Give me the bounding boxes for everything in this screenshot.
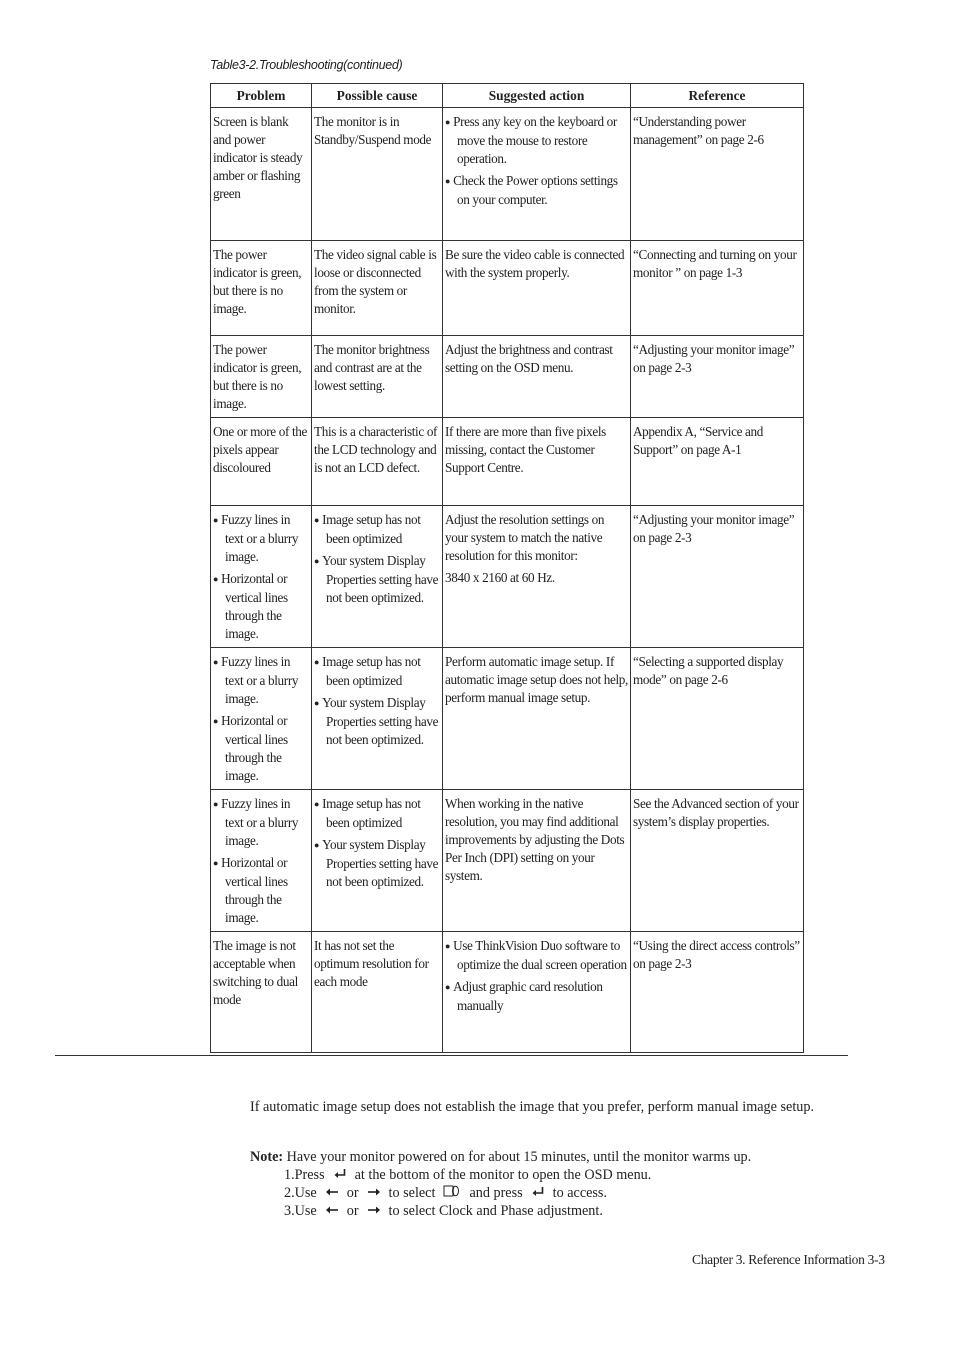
problem-bullet: ● Fuzzy lines in text or a blurry image. — [213, 511, 309, 566]
step-1 — [284, 1166, 651, 1184]
reference-cell — [631, 932, 804, 1053]
reference-cell — [631, 506, 804, 648]
table-row — [211, 418, 804, 506]
reference-cell — [631, 241, 804, 336]
suggested-action-cell — [443, 506, 631, 648]
right-arrow-icon — [367, 1203, 381, 1217]
suggested-action-text: Perform automatic image setup. If automatic image setup does not help, perform manual image setup. — [445, 654, 628, 705]
reference-text: “Adjusting your monitor image” on page 2-3 — [633, 342, 795, 375]
problem-text: One or more of the pixels appear discoloured — [213, 424, 308, 475]
suggested-action-text: If there are more than five pixels missing, contact the Customer Support Centre. — [445, 424, 606, 475]
possible-cause-cell — [312, 790, 443, 932]
step-3-suffix: to select Clock and Phase adjustment. — [388, 1203, 603, 1219]
step-2-mid: to select — [388, 1185, 436, 1201]
suggested-action-text: Adjust the resolution settings on your system to match the native resolution for this monitor: — [445, 512, 605, 563]
suggested-action-cell — [443, 336, 631, 418]
note-label: Note: — [250, 1149, 284, 1165]
enter-icon — [333, 1167, 347, 1181]
possible-cause-text: This is a characteristic of the LCD technology and is not an LCD defect. — [314, 424, 438, 475]
suggested-action-cell — [443, 648, 631, 790]
header-suggested-action: Suggested action — [443, 84, 631, 108]
possible-cause-bullet: ● Image setup has not been optimized — [314, 511, 440, 548]
step-1-suffix: at the bottom of the monitor to open the OSD menu. — [354, 1167, 652, 1183]
problem-text: The image is not acceptable when switching to dual mode — [213, 938, 298, 1007]
table-row — [211, 790, 804, 932]
note — [250, 1148, 850, 1166]
possible-cause-text: The monitor brightness and contrast are at the lowest setting. — [314, 342, 430, 393]
step-2-suffix: to access. — [552, 1185, 608, 1201]
suggested-action-bullet: ● Press any key on the keyboard or move the mouse to restore operation. — [445, 113, 628, 168]
table-row — [211, 336, 804, 418]
image-setup-icon — [443, 1185, 461, 1199]
page-footer: Chapter 3. Reference Information 3-3 — [692, 1252, 885, 1267]
header-problem: Problem — [211, 84, 312, 108]
suggested-action-cell — [443, 108, 631, 241]
suggested-action-bullet: ● Adjust graphic card resolution manually — [445, 978, 628, 1015]
possible-cause-bullet: ● Image setup has not been optimized — [314, 653, 440, 690]
reference-text: “Selecting a supported display mode” on page 2-6 — [633, 654, 784, 687]
suggested-action-cell — [443, 932, 631, 1053]
step-2-prefix: 2.Use — [284, 1185, 317, 1201]
suggested-action-cell — [443, 241, 631, 336]
problem-cell — [211, 418, 312, 506]
problem-bullet: ● Horizontal or vertical lines through the image. — [213, 570, 309, 643]
suggested-action-text: When working in the native resolution, you may find additional improvements by adjusting the Dots Per Inch (DPI) setting on your system. — [445, 796, 625, 883]
section-divider — [55, 1055, 848, 1056]
table-row — [211, 108, 804, 241]
manual-setup-paragraph: If automatic image setup does not establish the image that you prefer, perform manual image setup. — [250, 1099, 814, 1115]
reference-text: “Using the direct access controls” on page 2-3 — [633, 938, 800, 971]
table-caption: Table3-2.Troubleshooting(continued) — [210, 58, 403, 72]
steps-list — [284, 1166, 651, 1220]
problem-cell — [211, 108, 312, 241]
problem-cell — [211, 336, 312, 418]
right-arrow-icon — [367, 1185, 381, 1199]
problem-cell — [211, 241, 312, 336]
problem-text: Screen is blank and power indicator is steady amber or flashing green — [213, 114, 303, 201]
problem-bullet: ● Horizontal or vertical lines through the image. — [213, 854, 309, 927]
step-2-or: or — [346, 1185, 359, 1201]
left-arrow-icon — [325, 1203, 339, 1217]
possible-cause-bullet: ● Your system Display Properties setting have not been optimized. — [314, 836, 440, 891]
table-row — [211, 932, 804, 1053]
step-3 — [284, 1202, 651, 1220]
step-3-prefix: 3.Use — [284, 1203, 317, 1219]
suggested-action-cell — [443, 790, 631, 932]
possible-cause-cell — [312, 336, 443, 418]
suggested-action-text: Adjust the brightness and contrast setting on the OSD menu. — [445, 342, 613, 375]
possible-cause-text: It has not set the optimum resolution for each mode — [314, 938, 429, 989]
step-2 — [284, 1184, 651, 1202]
table-header-row — [211, 84, 804, 108]
suggested-action-text: Be sure the video cable is connected with the system properly. — [445, 247, 625, 280]
table-row — [211, 506, 804, 648]
problem-cell — [211, 932, 312, 1053]
problem-cell — [211, 506, 312, 648]
possible-cause-bullet: ● Your system Display Properties setting have not been optimized. — [314, 552, 440, 607]
possible-cause-cell — [312, 418, 443, 506]
suggested-action-cell — [443, 418, 631, 506]
note-text: Have your monitor powered on for about 15 minutes, until the monitor warms up. — [283, 1149, 752, 1165]
step-3-or: or — [346, 1203, 359, 1219]
possible-cause-text: The monitor is in Standby/Suspend mode — [314, 114, 432, 147]
problem-bullet: ● Fuzzy lines in text or a blurry image. — [213, 795, 309, 850]
possible-cause-cell — [312, 241, 443, 336]
reference-text: “Understanding power management” on page 2-6 — [633, 114, 764, 147]
problem-bullet: ● Horizontal or vertical lines through the image. — [213, 712, 309, 785]
problem-text: The power indicator is green, but there is no image. — [213, 342, 302, 411]
possible-cause-cell — [312, 108, 443, 241]
reference-text: See the Advanced section of your system’s display properties. — [633, 796, 799, 829]
enter-icon — [531, 1185, 545, 1199]
reference-text: “Connecting and turning on your monitor ” on page 1-3 — [633, 247, 797, 280]
table-body — [211, 108, 804, 1053]
reference-cell — [631, 790, 804, 932]
problem-cell — [211, 648, 312, 790]
problem-cell — [211, 790, 312, 932]
reference-text: “Adjusting your monitor image” on page 2-3 — [633, 512, 795, 545]
possible-cause-bullet: ● Image setup has not been optimized — [314, 795, 440, 832]
table-row — [211, 648, 804, 790]
reference-cell — [631, 648, 804, 790]
step-2-and: and press — [469, 1185, 523, 1201]
problem-text: The power indicator is green, but there is no image. — [213, 247, 302, 316]
reference-text: Appendix A, “Service and Support” on page A-1 — [633, 424, 764, 457]
possible-cause-bullet: ● Your system Display Properties setting have not been optimized. — [314, 694, 440, 749]
reference-cell — [631, 336, 804, 418]
possible-cause-cell — [312, 932, 443, 1053]
suggested-action-bullet: ● Check the Power options settings on your computer. — [445, 172, 628, 209]
reference-cell — [631, 108, 804, 241]
table-row — [211, 241, 804, 336]
possible-cause-cell — [312, 506, 443, 648]
troubleshooting-table — [210, 83, 804, 1053]
header-possible-cause: Possible cause — [312, 84, 443, 108]
possible-cause-text: The video signal cable is loose or disconnected from the system or monitor. — [314, 247, 437, 316]
suggested-action-text: 3840 x 2160 at 60 Hz. — [445, 570, 555, 585]
step-1-prefix: 1.Press — [284, 1167, 325, 1183]
possible-cause-cell — [312, 648, 443, 790]
suggested-action-bullet: ● Use ThinkVision Duo software to optimize the dual screen operation — [445, 937, 628, 974]
problem-bullet: ● Fuzzy lines in text or a blurry image. — [213, 653, 309, 708]
header-reference: Reference — [631, 84, 804, 108]
left-arrow-icon — [325, 1185, 339, 1199]
reference-cell — [631, 418, 804, 506]
